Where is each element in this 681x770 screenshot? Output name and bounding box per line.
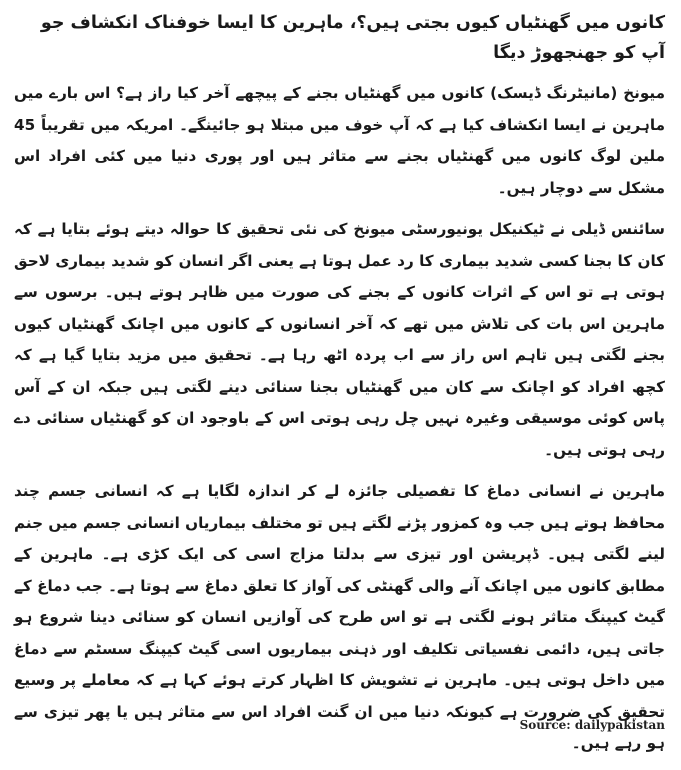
article-paragraph-3: ماہرین نے انسانی دماغ کا تفصیلی جائزہ لے کر اندازہ لگایا ہے کہ انسانی جسم چند محافظ ہوتے ہیں جب وہ کمزور پڑنے لگتے ہیں تو مختلف بیماریاں انسانی جسم میں جنم لینے لگتی ہیں۔ ڈپریشن اور تیزی سے بدلتا مزاج اسی کی ایک کڑی ہے۔ ماہرین کے مطابق کانوں میں اچانک آنے والی گھنٹی کی آواز کا تعلق دماغ سے ہوتا ہے۔ جب دماغ کے گیٹ کیپنگ متاثر ہونے لگتی ہے تو اس طرح کی آوازیں انسان کو سنائی دینا شروع ہو جاتی ہیں، دائمی نفسیاتی تکلیف اور ذہنی بیماریوں اسی گیٹ کیپنگ سسٹم سے دماغ میں داخل ہوتی ہیں۔ ماہرین نے تشویش کا اظہار کرتے ہوئے کہا ہے کہ معاملے پر وسیع تحقیق کی ضرورت ہے کیونکہ دنیا میں ان گنت افراد اس سے متاثر ہیں یا پھر تیزی سے ہو رہے ہیں۔ bbox=[14, 482, 665, 752]
article-headline: کانوں میں گھنٹیاں کیوں بجتی ہیں؟، ماہرین کا ایسا خوفناک انکشاف جو آپ کو جھنجھوڑ دیگا bbox=[40, 13, 665, 63]
article-paragraph-2: سائنس ڈیلی نے ٹیکنیکل یونیورسٹی میونخ کی نئی تحقیق کا حوالہ دیتے ہوئے بتایا ہے کہ کان کا بجنا کسی شدید بیماری کا رد عمل ہوتا ہے یعنی اگر انسان کو شدید بیماری لاحق ہوتی ہے تو اس کے اثرات کانوں کے بجنے کی صورت میں ظاہر ہوتے ہیں۔ برسوں سے ماہرین اس بات کی تلاش میں تھے کہ آخر انسانوں کے کانوں میں اچانک گھنٹیاں کیوں بجنے لگتی ہیں تاہم اس راز سے اب پردہ اٹھ رہا ہے۔ تحقیق میں مزید بتایا گیا ہے کہ کچھ افراد کو اچانک سے کان میں گھنٹیاں بجنا سنائی دینے لگتی ہیں جبکہ ان کے آس پاس کوئی موسیقی وغیرہ نہیں چل رہی ہوتی اس کے باوجود ان کو گھنٹیاں سنائی دے رہی ہوتی ہیں۔ bbox=[14, 220, 665, 459]
article-body bbox=[14, 8, 665, 770]
source-credit: Source: dailypakistan bbox=[519, 718, 665, 732]
article-paragraph-1: میونخ (مانیٹرنگ ڈیسک) کانوں میں گھنٹیاں بجنے کے پیچھے آخر کیا راز ہے؟ اس بارے میں ماہرین نے ایسا انکشاف کیا ہے کہ آپ خوف میں مبتلا ہو جائینگے۔ امریکہ میں تقریباً 45 ملین لوگ کانوں میں گھنٹیاں بجنے سے متاثر ہیں اور پوری دنیا میں کئی افراد اس مشکل سے دوچار ہیں۔ bbox=[14, 84, 665, 197]
